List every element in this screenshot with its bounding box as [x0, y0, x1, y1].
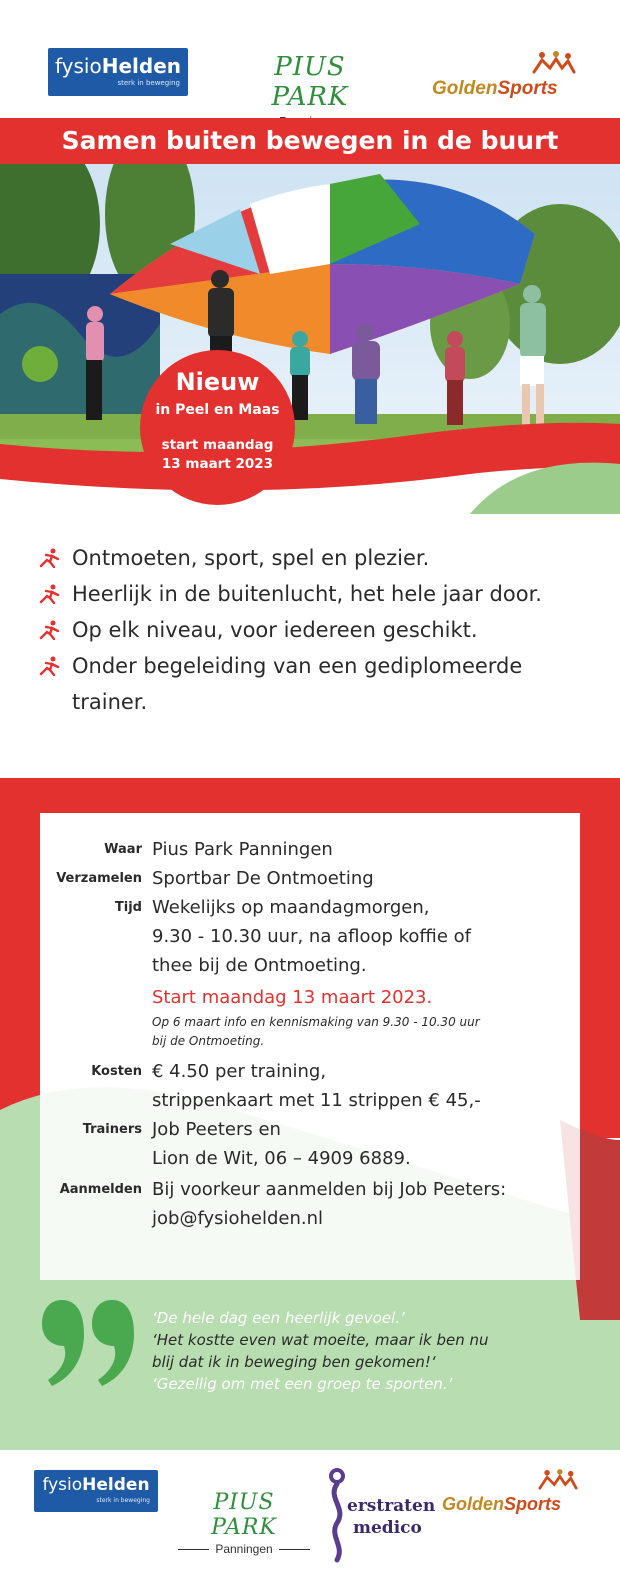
info-top-band: [0, 778, 620, 813]
goldensports-name-1: Golden: [432, 78, 498, 99]
goldensports-logo: [442, 1468, 582, 1520]
goldensports-name-2: Sports: [497, 78, 558, 99]
info-value: 9.30 - 10.30 uur, na afloop koffie of: [152, 926, 471, 947]
list-item: [38, 540, 598, 576]
email-link[interactable]: job@fysiohelden.nl: [152, 1208, 324, 1229]
golden-sports-figures-icon: [532, 50, 576, 76]
quote-line: ‘De hele dag een heerlijk gevoel.’: [152, 1309, 405, 1327]
info-label: Kosten: [91, 1064, 142, 1079]
new-badge: [140, 350, 295, 505]
info-value: Lion de Wit, 06 – 4909 6889.: [152, 1148, 411, 1169]
fysiohelden-name-2: Helden: [82, 1475, 150, 1495]
fysiohelden-tagline: sterk in beweging: [117, 79, 180, 87]
info-value: Pius Park Panningen: [152, 839, 333, 860]
testimonials: [152, 1307, 572, 1395]
info-label: Tijd: [114, 900, 142, 915]
verstraten-name: erstraten: [347, 1496, 436, 1516]
fysiohelden-tagline: sterk in beweging: [96, 1497, 150, 1504]
goldensports-name-2: Sports: [504, 1494, 562, 1514]
fysiohelden-logo: [34, 1470, 158, 1512]
info-label: Verzamelen: [56, 871, 142, 886]
piuspark-sub: Panningen: [215, 1542, 273, 1556]
fysiohelden-name-1: fysio: [42, 1475, 83, 1495]
badge-date-line2: 13 maart 2023: [161, 456, 274, 472]
quote-line: blij dat ik in beweging ben gekomen!‘: [152, 1353, 436, 1371]
info-label: Trainers: [82, 1122, 142, 1137]
info-value: € 4.50 per training,: [152, 1061, 327, 1082]
goldensports-name-1: Golden: [442, 1494, 504, 1514]
info-value: Bij voorkeur aanmelden bij Job Peeters:: [152, 1179, 507, 1200]
info-value: Job Peeters en: [152, 1119, 281, 1140]
bullet-text: Heerlijk in de buitenlucht, het hele jaar door.: [72, 582, 542, 606]
bullet-text: Op elk niveau, voor iedereen geschikt.: [72, 618, 478, 642]
info-label: Waar: [104, 842, 142, 857]
piuspark-name: PIUS PARK: [271, 52, 349, 112]
info-value: Wekelijks op maandagmorgen,: [152, 897, 430, 918]
goldensports-logo: [432, 50, 582, 102]
quote-line: ‘Het kostte even wat moeite, maar ik ben nu: [152, 1331, 489, 1349]
info-card: [40, 813, 580, 1280]
info-label: Aanmelden: [59, 1182, 142, 1197]
footer-logos: [0, 1450, 620, 1589]
list-item: [38, 648, 598, 720]
header-logos: [0, 0, 620, 112]
runner-icon: [38, 656, 62, 676]
verstraten-medico: medico: [353, 1518, 422, 1538]
badge-subtitle: in Peel en Maas: [155, 402, 280, 418]
fysiohelden-name-1: fysio: [54, 54, 102, 78]
list-item: [38, 576, 598, 612]
feature-list: [38, 540, 598, 720]
info-value: thee bij de Ontmoeting.: [152, 955, 367, 976]
info-value: strippenkaart met 11 strippen € 45,-: [152, 1090, 481, 1111]
badge-date: [140, 436, 295, 474]
quote-icon: [40, 1298, 135, 1388]
badge-title: Nieuw: [175, 368, 260, 396]
fysiohelden-name-2: Helden: [101, 54, 182, 78]
info-note: Op 6 maart info en kennismaking van 9.30 - 10.30 uur: [152, 1015, 480, 1029]
runner-icon: [38, 620, 62, 640]
golden-sports-figures-icon: [538, 1468, 578, 1492]
bullet-text: Ontmoeten, sport, spel en plezier.: [72, 546, 430, 570]
info-note: bij de Ontmoeting.: [152, 1034, 265, 1048]
fysiohelden-logo: [48, 48, 188, 96]
info-value: Sportbar De Ontmoeting: [152, 868, 374, 889]
verstraten-logo: [325, 1468, 436, 1563]
quote-line: ‘Gezellig om met een groep te sporten.’: [152, 1375, 453, 1393]
hero-photo: [0, 164, 620, 514]
runner-icon: [38, 548, 62, 568]
piuspark-name: PIUS PARK: [211, 1490, 277, 1540]
runner-icon: [38, 584, 62, 604]
piuspark-logo: [178, 1490, 310, 1556]
bullet-text: Onder begeleiding van een gediplomeerde trainer.: [72, 654, 523, 714]
badge-date-line1: start maandag: [161, 437, 274, 453]
list-item: [38, 612, 598, 648]
page-title: Samen buiten bewegen in de buurt: [0, 118, 620, 164]
start-date: Start maandag 13 maart 2023.: [152, 987, 433, 1008]
